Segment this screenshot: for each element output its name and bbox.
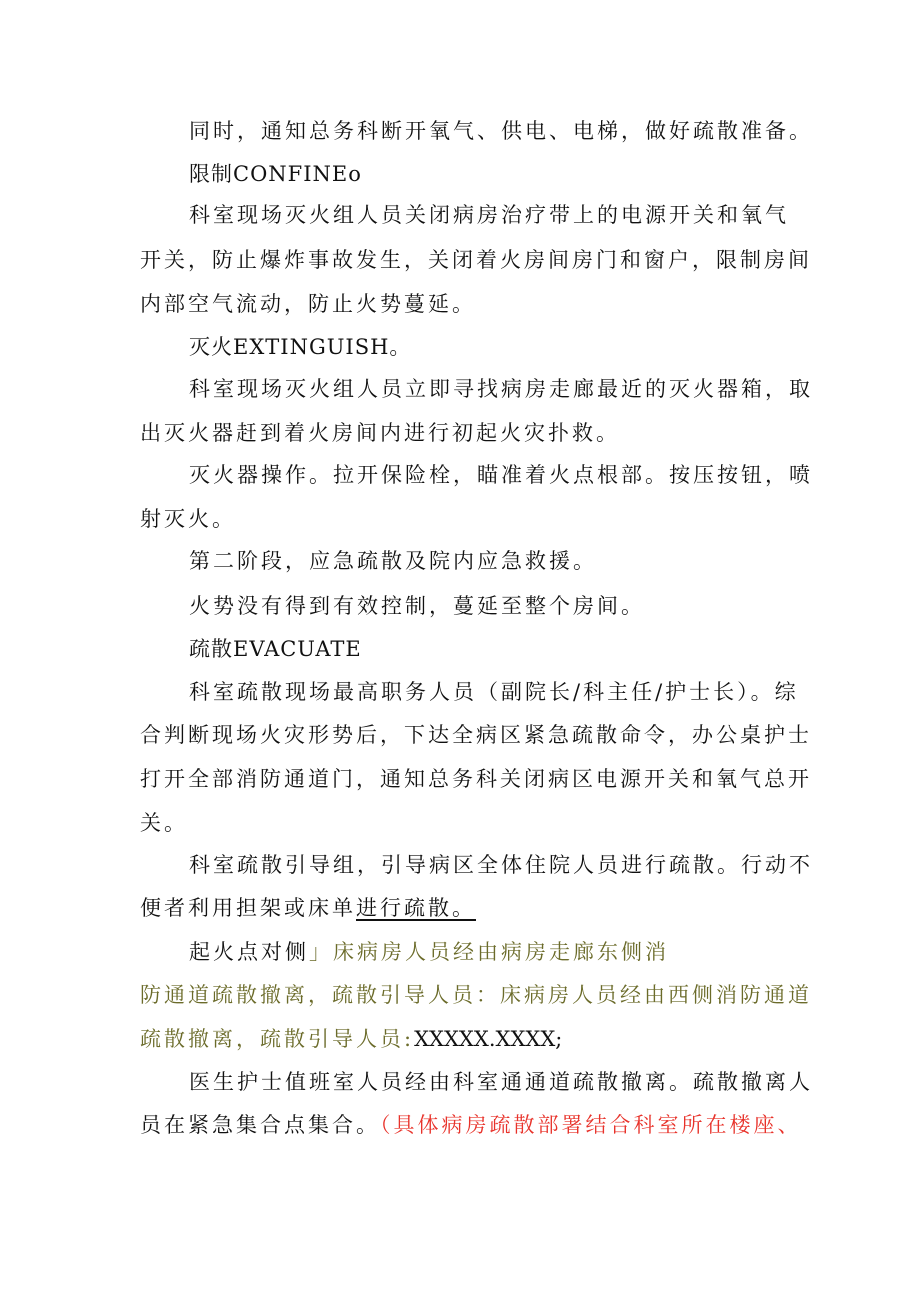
paragraph-line	[140, 1110, 802, 1140]
paragraph-line: 出灭火器赶到着火房间内进行初起火灾扑救。	[140, 421, 620, 445]
paragraph-line: 防通道疏散撤离，疏散引导人员：床病房人员经由西侧消防通道	[140, 983, 812, 1007]
paragraph-line: 打开全部消防通道门，通知总务科关闭病区电源开关和氧气总开	[140, 767, 812, 791]
highlighted-text: 疏散撤离，疏散引导人员:	[140, 1027, 415, 1051]
paragraph-line: 灭火器操作。拉开保险栓，瞄准着火点根部。按压按钮，喷	[189, 463, 813, 487]
paragraph-line: 科室疏散引导组，引导病区全体住院人员进行疏散。行动不	[189, 853, 813, 877]
line-text: 起火点对侧	[189, 940, 309, 964]
paragraph-line: 同时，通知总务科断开氧气、供电、电梯，做好疏散准备。	[189, 119, 813, 143]
section-heading-extinguish: 灭火EXTINGUISH。	[189, 335, 412, 359]
paragraph-line	[140, 893, 476, 923]
underlined-text: 进行疏散。	[356, 896, 476, 920]
paragraph-line: 内部空气流动，防止火势蔓延。	[140, 292, 476, 316]
section-heading-evacuate: 疏散EVACUATE	[189, 637, 362, 661]
highlighted-text: 」床病房人员经由病房走廊东侧消	[309, 940, 669, 964]
placeholder-text: XXXXX.XXXX;	[414, 1027, 563, 1051]
paragraph-line: 科室疏散现场最高职务人员（副院长/科主任/护士长）。综	[189, 680, 799, 704]
paragraph-line: 开关，防止爆炸事故发生，关闭着火房间房门和窗户，限制房间	[140, 248, 812, 272]
red-note-text: （具体病房疏散部署结合科室所在楼座、	[380, 1113, 802, 1137]
section-heading-confine: 限制CONFINEo	[189, 162, 362, 186]
paragraph-line: 科室现场灭火组人员立即寻找病房走廊最近的灭火器箱，取	[189, 377, 813, 401]
paragraph-line: 关。	[140, 811, 188, 835]
paragraph-line: 科室现场灭火组人员关闭病房治疗带上的电源开关和氧气	[189, 203, 789, 227]
paragraph-line: 合判断现场火灾形势后，下达全病区紧急疏散命令，办公桌护士	[140, 723, 812, 747]
paragraph-line	[189, 937, 669, 967]
paragraph-line	[140, 1024, 562, 1054]
line-text: 员在紧急集合点集合。	[140, 1113, 380, 1137]
paragraph-line: 火势没有得到有效控制，蔓延至整个房间。	[189, 594, 645, 618]
paragraph-line: 医生护士值班室人员经由科室通通道疏散撤离。疏散撤离人	[189, 1070, 813, 1094]
paragraph-line: 射灭火。	[140, 507, 236, 531]
line-text: 便者利用担架或床单	[140, 896, 356, 920]
paragraph-line: 第二阶段，应急疏散及院内应急救援。	[189, 549, 597, 573]
